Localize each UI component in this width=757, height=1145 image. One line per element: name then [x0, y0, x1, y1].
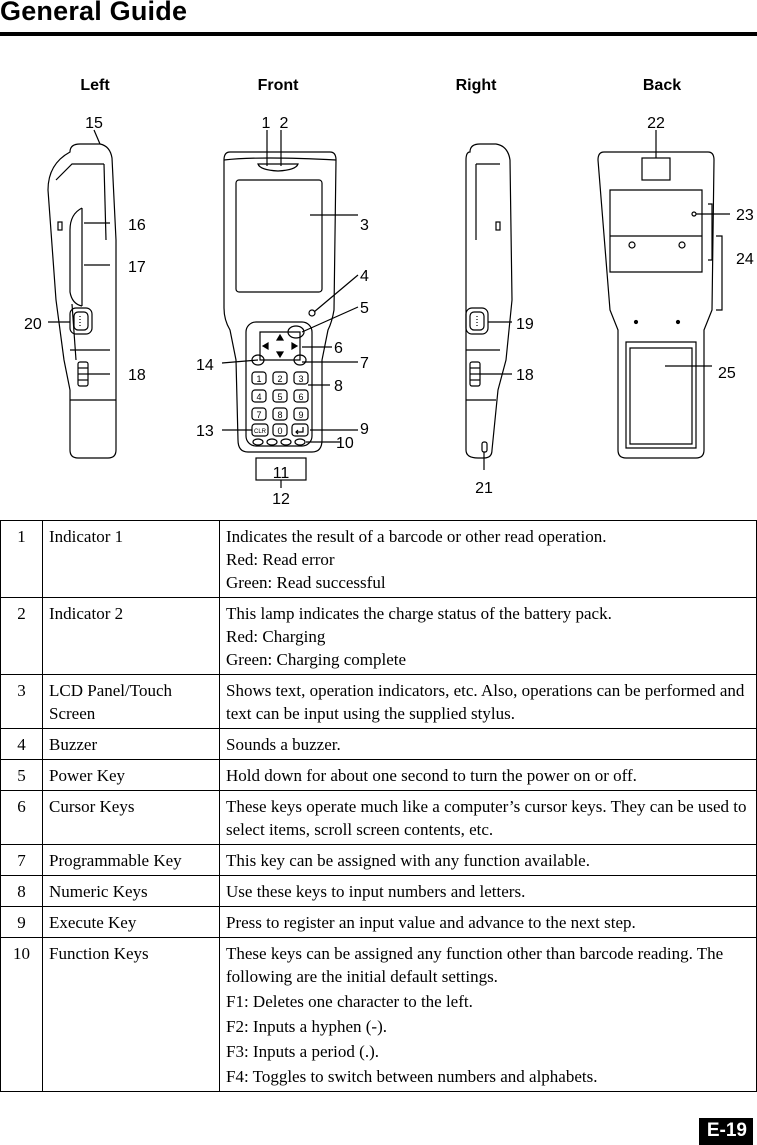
table-row — [1, 521, 757, 598]
key-9: 9 — [298, 410, 304, 420]
callout-11: 11 — [272, 465, 290, 482]
callout-13: 13 — [196, 423, 214, 440]
callout-14: 14 — [196, 357, 214, 374]
part-description — [220, 907, 757, 938]
part-number: 10 — [1, 938, 43, 1092]
parts-table — [0, 520, 757, 1092]
key-5: 5 — [277, 392, 283, 402]
table-row — [1, 729, 757, 760]
part-name: Power Key — [43, 760, 220, 791]
description-line: Red: Read error — [226, 550, 335, 569]
part-name: Function Keys — [43, 938, 220, 1092]
table-row — [1, 760, 757, 791]
table-row — [1, 598, 757, 675]
enter-icon — [296, 427, 303, 434]
key-clr: CLR — [253, 429, 267, 435]
part-number: 1 — [1, 521, 43, 598]
key-2: 2 — [277, 374, 283, 384]
part-description — [220, 791, 757, 845]
callout-24: 24 — [736, 251, 754, 268]
part-description — [220, 876, 757, 907]
description-line: Hold down for about one second to turn the power on or off. — [226, 766, 637, 785]
description-line: Shows text, operation indicators, etc. Also, operations can be performed and text can be input using the supplied stylus. — [226, 681, 745, 723]
part-description — [220, 598, 757, 675]
key-1: 1 — [256, 374, 262, 384]
device-diagram — [0, 60, 757, 515]
table-row — [1, 791, 757, 845]
view-label-right: Right — [455, 77, 497, 94]
key-6: 6 — [298, 392, 304, 402]
description-line: Green: Charging complete — [226, 650, 407, 669]
table-row — [1, 876, 757, 907]
key-0: 0 — [277, 426, 283, 436]
callout-12: 12 — [272, 491, 290, 508]
callout-22: 22 — [647, 115, 665, 132]
callout-5: 5 — [360, 300, 369, 317]
description-line: These keys can be assigned any function other than barcode reading. The following are the initial default settings. — [226, 944, 724, 986]
callout-19: 19 — [516, 316, 534, 333]
callout-7: 7 — [360, 355, 369, 372]
callout-15: 15 — [85, 115, 103, 132]
callout-3: 3 — [360, 217, 369, 234]
description-line: Press to register an input value and advance to the next step. — [226, 913, 636, 932]
part-number: 4 — [1, 729, 43, 760]
description-line: These keys operate much like a computer’s cursor keys. They can be used to select items, scroll screen contents, etc. — [226, 797, 747, 839]
table-row — [1, 907, 757, 938]
part-number: 7 — [1, 845, 43, 876]
part-description — [220, 675, 757, 729]
part-number: 6 — [1, 791, 43, 845]
description-line: F1: Deletes one character to the left. — [226, 992, 473, 1011]
part-name: Indicator 1 — [43, 521, 220, 598]
description-line: Red: Charging — [226, 627, 326, 646]
part-name: Cursor Keys — [43, 791, 220, 845]
callout-20: 20 — [24, 316, 42, 333]
part-name: Indicator 2 — [43, 598, 220, 675]
view-label-left: Left — [80, 77, 110, 94]
callout-16: 16 — [128, 217, 146, 234]
table-row — [1, 938, 757, 1092]
callout-18: 18 — [128, 367, 146, 384]
part-name: LCD Panel/Touch Screen — [43, 675, 220, 729]
part-name: Execute Key — [43, 907, 220, 938]
left-side-view — [48, 130, 116, 458]
part-description — [220, 729, 757, 760]
view-label-front: Front — [257, 77, 299, 94]
description-line: Sounds a buzzer. — [226, 735, 341, 754]
table-row — [1, 845, 757, 876]
view-label-back: Back — [642, 77, 682, 94]
key-7: 7 — [256, 410, 262, 420]
description-line: F4: Toggles to switch between numbers and alphabets. — [226, 1067, 598, 1086]
callout-2: 2 — [279, 115, 289, 132]
part-name: Numeric Keys — [43, 876, 220, 907]
callout-9: 9 — [360, 421, 369, 438]
description-line: This key can be assigned with any function available. — [226, 851, 590, 870]
callout-21: 21 — [475, 480, 493, 497]
description-line: Green: Read successful — [226, 573, 386, 592]
callout-18-right: 18 — [516, 367, 534, 384]
key-8: 8 — [277, 410, 283, 420]
description-line: Use these keys to input numbers and letters. — [226, 882, 526, 901]
part-description — [220, 760, 757, 791]
callout-10: 10 — [336, 435, 354, 452]
key-4: 4 — [256, 392, 262, 402]
numeric-keys — [252, 372, 308, 436]
description-line: F2: Inputs a hyphen (-). — [226, 1017, 388, 1036]
device-illustration — [0, 60, 757, 515]
part-number: 9 — [1, 907, 43, 938]
part-number: 2 — [1, 598, 43, 675]
callout-25: 25 — [718, 365, 736, 382]
callout-23: 23 — [736, 207, 754, 224]
table-row — [1, 675, 757, 729]
callout-1: 1 — [261, 115, 271, 132]
description-line: This lamp indicates the charge status of the battery pack. — [226, 604, 612, 623]
title-rule — [0, 32, 757, 36]
callout-6: 6 — [334, 340, 343, 357]
key-3: 3 — [298, 374, 304, 384]
callout-4: 4 — [360, 268, 369, 285]
page-title: General Guide — [0, 0, 188, 26]
right-side-view — [466, 144, 512, 470]
part-description — [220, 938, 757, 1092]
callout-17: 17 — [128, 259, 146, 276]
back-view — [598, 130, 730, 458]
part-description — [220, 845, 757, 876]
part-name: Buzzer — [43, 729, 220, 760]
part-number: 5 — [1, 760, 43, 791]
part-number: 8 — [1, 876, 43, 907]
part-description — [220, 521, 757, 598]
description-line: F3: Inputs a period (.). — [226, 1042, 379, 1061]
part-number: 3 — [1, 675, 43, 729]
part-name: Programmable Key — [43, 845, 220, 876]
callout-8: 8 — [334, 378, 343, 395]
description-line: Indicates the result of a barcode or other read operation. — [226, 527, 607, 546]
page-number: E-19 — [699, 1118, 753, 1145]
